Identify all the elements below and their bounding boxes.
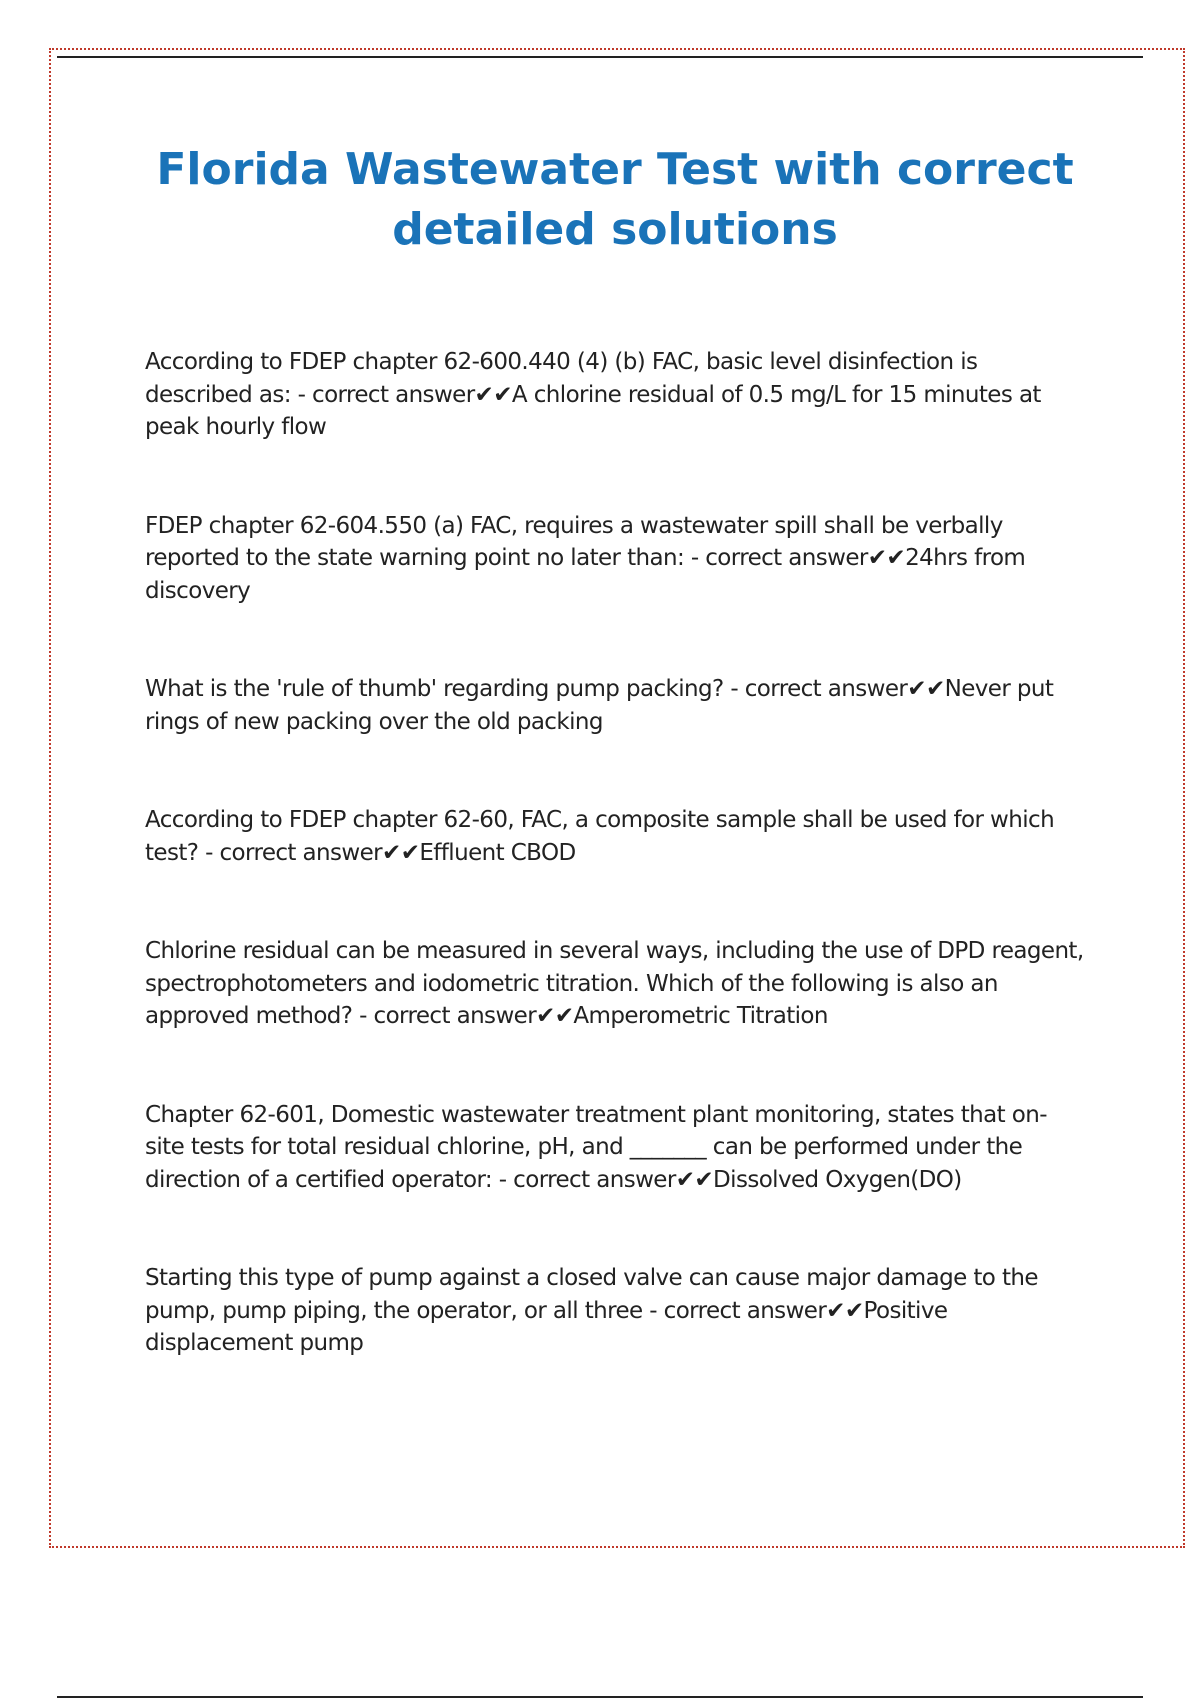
question-text: FDEP chapter 62-604.550 (a) FAC, requires a wastewater spill shall be verbally reported to the state warning point no later than: <box>145 512 1003 571</box>
qa-item <box>145 1262 1085 1360</box>
qa-list <box>145 346 1085 1360</box>
question-text: Chlorine residual can be measured in several ways, including the use of DPD reagent, spectrophotometers and iodometric titration. Which of the following is also an approved method? <box>145 938 1084 1029</box>
top-rule <box>57 56 1143 58</box>
answer-text: Dissolved Oxygen(DO) <box>713 1166 962 1193</box>
question-text: Starting this type of pump against a closed valve can cause major damage to the pump, pump piping, the operator, or all three <box>145 1265 1038 1324</box>
qa-item <box>145 935 1085 1033</box>
correct-answer-marker: - correct answer✔✔ <box>642 1297 864 1324</box>
question-text: According to FDEP chapter 62-60, FAC, a composite sample shall be used for which test? <box>145 807 1055 866</box>
correct-answer-marker: - correct answer✔✔ <box>198 839 420 866</box>
qa-item <box>145 673 1085 738</box>
correct-answer-marker: - correct answer✔✔ <box>684 545 906 571</box>
answer-text: Amperometric Titration <box>573 1003 828 1029</box>
question-text: According to FDEP chapter 62-600.440 (4) (b) FAC, basic level disinfection is described as: <box>145 349 978 408</box>
answer-text: 24hrs from discovery <box>145 545 1026 604</box>
answer-text: Positive displacement pump <box>145 1297 948 1356</box>
correct-answer-marker: - correct answer✔✔ <box>492 1166 714 1193</box>
qa-item <box>145 804 1085 869</box>
question-text: Chapter 62-601, Domestic wastewater treatment plant monitoring, states that on-site tests for total residual chlorine, pH, and _______ can be performed under the direction of a certified operator: <box>145 1101 1047 1193</box>
bottom-rule <box>57 1696 1143 1698</box>
document-title: Florida Wastewater Test with correct detailed solutions <box>156 144 1074 255</box>
qa-item <box>145 346 1085 444</box>
question-text: What is the 'rule of thumb' regarding pump packing? <box>145 676 724 702</box>
correct-answer-marker: - correct answer✔✔ <box>290 381 512 408</box>
answer-text: A chlorine residual of 0.5 mg/L for 15 minutes at peak hourly flow <box>145 381 1041 440</box>
qa-item <box>145 1099 1085 1197</box>
answer-text: Effluent CBOD <box>419 839 576 866</box>
qa-item <box>145 510 1085 608</box>
correct-answer-marker: - correct answer✔✔ <box>723 676 945 702</box>
answer-text: Never put rings of new packing over the old packing <box>145 676 1054 735</box>
correct-answer-marker: - correct answer✔✔ <box>352 1003 574 1029</box>
